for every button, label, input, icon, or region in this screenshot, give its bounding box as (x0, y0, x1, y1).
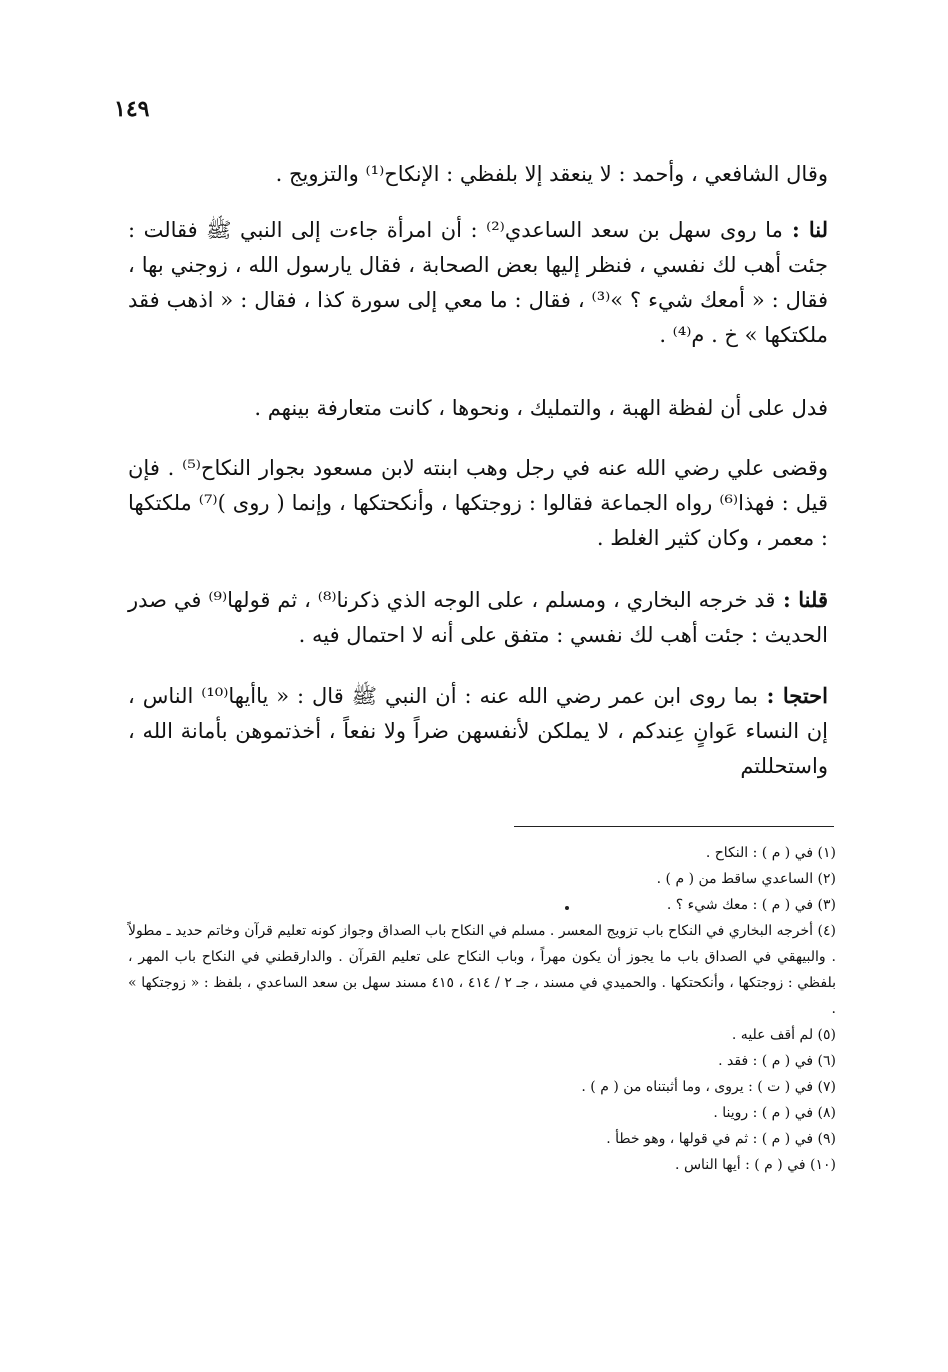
paragraph-5 (128, 582, 828, 653)
footnote-3: (٣) في ( م ) : معك شيء ؟ . (666, 897, 836, 913)
footnote-6: (٦) في ( م ) : فقد . (718, 1053, 836, 1069)
footnote-7: (٧) في ( ت ) : يروى ، وما أثبتناه من ( م ) . (581, 1079, 836, 1095)
paragraph-3 (128, 390, 828, 426)
paragraph-lead: احتجا : (758, 683, 828, 708)
paragraph-text: فدل على أن لفظة الهبة ، والتمليك ، ونحوها ، كانت متعارفة بينهم . (254, 396, 828, 420)
footnote-9: (٩) في ( م ) : ثم في قولها ، وهو خطأ . (606, 1131, 836, 1147)
paragraph-text: وقضى علي رضي الله عنه في رجل وهب ابنته لابن مسعود بجوار النكاح⁽⁵⁾ . فإن قيل : فهذا⁽⁶⁾ رواه الجماعة فقالوا : زوجتكها ، وأنكحتكها ، وإنما ( روى )⁽⁷⁾ ملكتكها : معمر ، وكان كثير الغلط . (128, 456, 828, 550)
footnote-1: (١) في ( م ) : النكاح . (705, 845, 836, 861)
paragraph-text: بما روى ابن عمر رضي الله عنه : أن النبي ﷺ قال : « ياأيها⁽¹⁰⁾ الناس ، إن النساء عَوانٍ عِندكم ، لا يملكن لأنفسهن ضراً ولا نفعاً ، أخذتموهن بأمانة الله ، واستحللتم (128, 684, 828, 778)
footnote-4: (٤) أخرجه البخاري في النكاح باب تزويج المعسر . مسلم في النكاح باب الصداق وجواز كونه تعليم قرآن وخاتم حديد ـ مطولاً . والبيهقي في الصداق باب ما يجوز أن يكون مهراً ، وباب النكاح على تعليم القرآن . والدارقطني في النكاح باب المهر ، بلفظي : زوجتكها ، وأنكحتكها . والحميدي في مسند ، جـ ٢ / ٤١٤ ، ٤١٥ مسند سهل بن سعد الساعدي ، بلفظ : « زوجتكها » . (128, 923, 836, 1017)
paragraph-lead: قلنا : (775, 587, 828, 612)
paragraph-lead: لنا : (782, 217, 828, 242)
paragraph-text: قد خرجه البخاري ، ومسلم ، على الوجه الذي ذكرنا⁽⁸⁾ ، ثم قولها⁽⁹⁾ في صدر الحديث : جئت أهب لك نفسي : متفق على أنه لا احتمال فيه . (128, 588, 828, 647)
paragraph-1 (128, 156, 828, 192)
paragraph-4 (128, 450, 828, 556)
page-number: ١٤٩ (114, 96, 150, 122)
footnote-separator (514, 826, 834, 827)
footnote-8: (٨) في ( م ) : روينا . (713, 1105, 836, 1121)
paragraph-6 (128, 678, 828, 784)
footnote-10: (١٠) في ( م ) : أيها الناس . (675, 1157, 836, 1173)
paragraph-text: وقال الشافعي ، وأحمد : لا ينعقد إلا بلفظي : الإنكاح⁽¹⁾ والتزويج . (275, 162, 828, 186)
paragraph-text: ما روى سهل بن سعد الساعدي⁽²⁾ : أن امرأة جاءت إلى النبي ﷺ فقالت : جئت أهب لك نفسي ، فنظر إليها بعض الصحابة ، فقال يارسول الله ، زوجني بها ، فقال : « أمعك شيء ؟ »⁽³⁾ ، فقال : ما معي إلى سورة كذا ، فقال : « اذهب فقد ملكتكها » خ . م⁽⁴⁾ . (128, 218, 828, 347)
footnotes (128, 840, 836, 1178)
footnote-2: (٢) الساعدي ساقط من ( م ) . (656, 871, 836, 887)
stray-ink-dot (565, 906, 569, 910)
footnote-5: (٥) لم أقف عليه . (731, 1027, 836, 1043)
paragraph-2 (128, 212, 828, 353)
